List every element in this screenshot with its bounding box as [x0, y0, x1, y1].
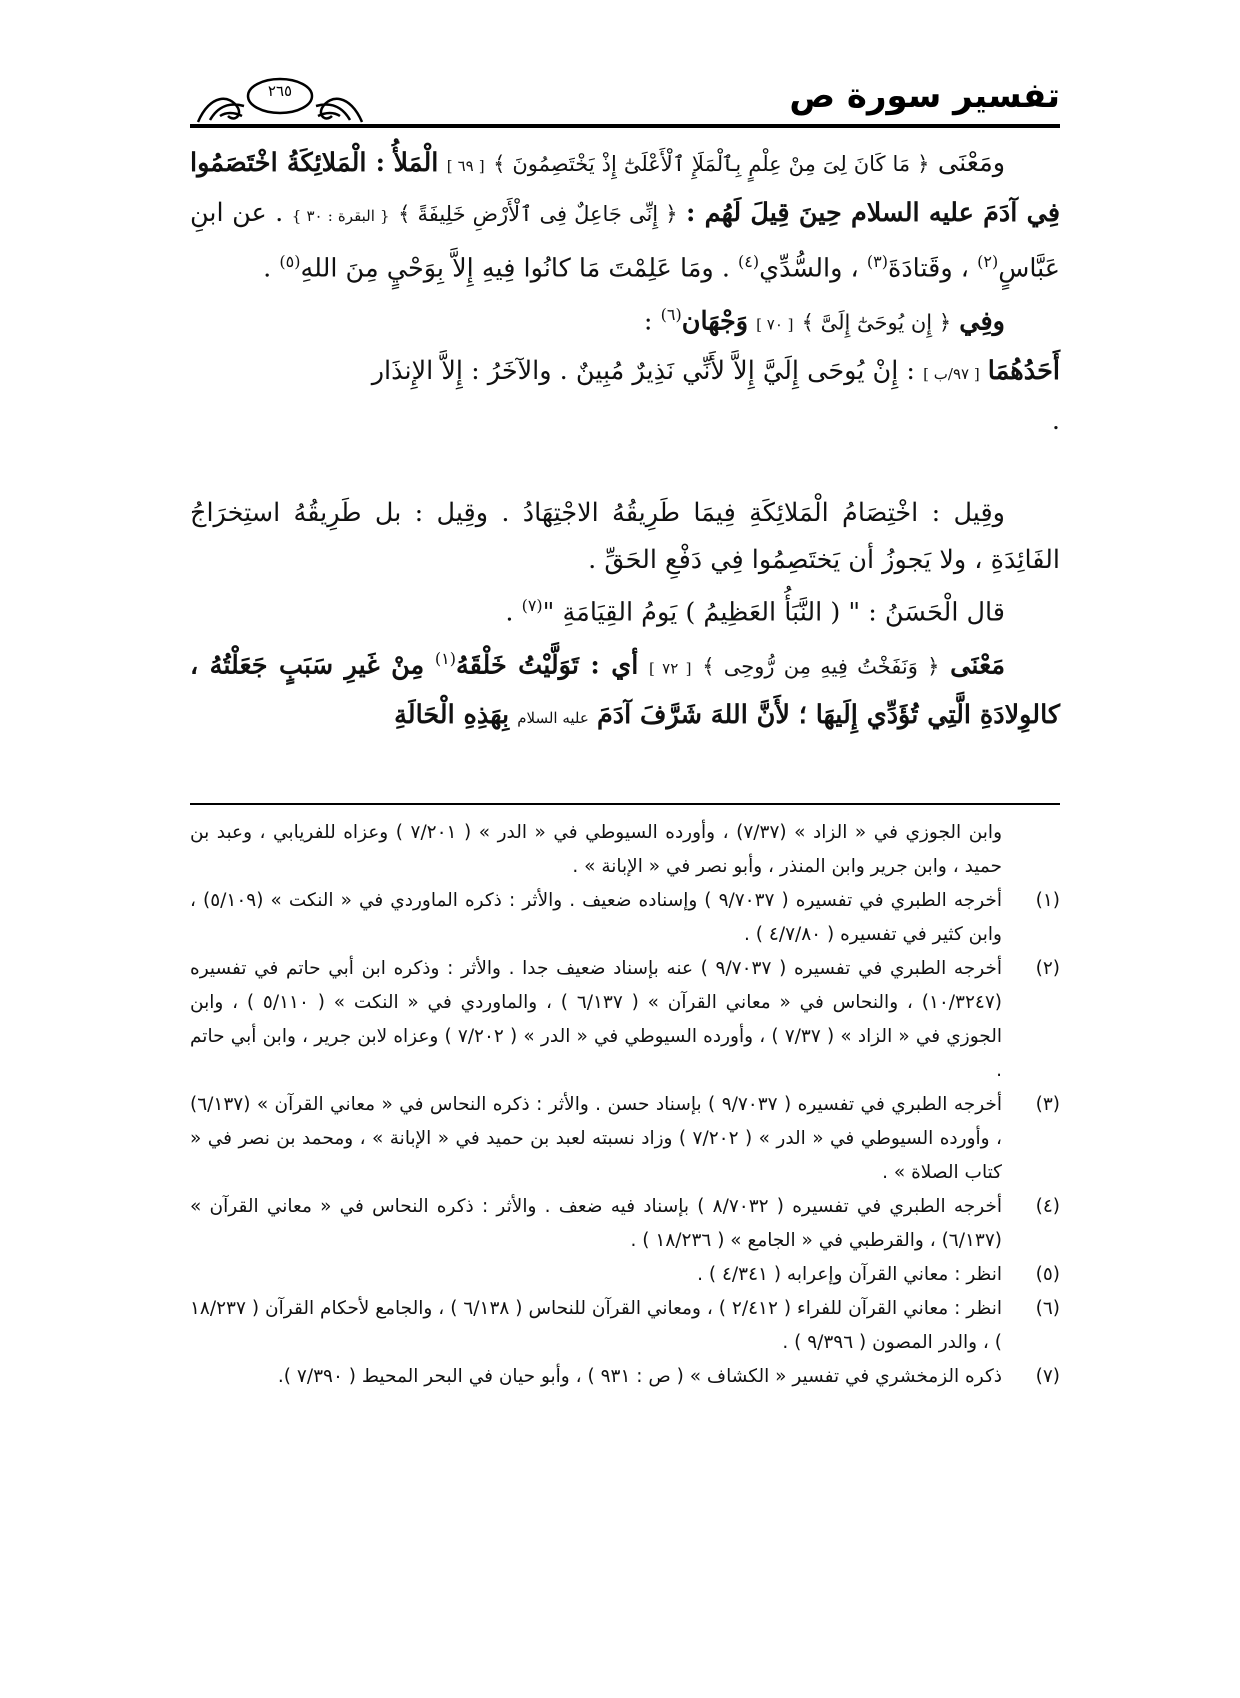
footnote-separator [190, 803, 1060, 805]
quran-verse: ﴿ إِن يُوحَىٰٓ إِلَىَّ ﴾ [801, 310, 952, 335]
verse-ref: { البقرة : ٣٠ } [291, 206, 390, 225]
paragraph-2: وفِي ﴿ إِن يُوحَىٰٓ إِلَىَّ ﴾ [ ٧٠ ] وَجْهَان$^{(٦)}$ : [643, 305, 1005, 337]
footnote-continuation: وابن الجوزي في « الزاد » (٧/٣٧) ، وأورده السيوطي في « الدر » ( ٧/٢٠١ ) وعزاه للفريابي ، وعبد بن حميد ، وابن جرير وابن المنذر ، وأبو نصر في « الإبانة » . [190, 822, 1003, 877]
footnote-number: (٧) [1035, 1366, 1060, 1387]
paragraph-3-end: . [1051, 405, 1060, 436]
page-number: ٢٦٥ [267, 82, 293, 100]
footnote-text: أخرجه الطبري في تفسيره ( ٩/٧٠٣٧ ) بإسناد حسن . والأثر : ذكره النحاس في « معاني القرآن » (٦/١٣٧) ، وأورده السيوطي في « الدر » ( ٧/٢٠٢ ) وزاد نسبته لعبد بن حميد في « الإبانة » ، ومحمد بن نصر في « كتاب الصلاة » . [190, 1094, 1002, 1183]
quran-verse: ﴿ وَنَفَخْتُ فِيهِ مِن رُّوحِى ﴾ [702, 654, 940, 679]
paragraph-1: ومَعْنَى ﴿ مَا كَانَ لِىَ مِنْ عِلْمٍ بِٱلْمَلَإِ ٱلْأَعْلَىٰٓ إِذْ يَخْتَصِمُونَ ﴾ [ ٦٩ ] الْمَلأُ : الْمَلائِكَةُ اخْتَصَمُوا فِي آدَمَ عليه السلام حِينَ قِيلَ لَهُم : ﴿ إِنِّى جَاعِلٌ فِى ٱلْأَرْضِ خَلِيفَةً ﴾ { البقرة : ٣٠ } . عن ابنِ عَبَّاسٍ$^{(٢)}$ ، وقَتادَةَ$^{(٣)}$ ، والسُّدِّي$^{(٤)}$ . ومَا عَلِمْتَ مَا كانُوا فِيهِ إِلاَّ بِوَحْيٍ مِنَ اللهِ$^{(٥)}$ . [190, 148, 1061, 284]
honorific-glyph: عليه السلام [517, 709, 589, 727]
verse-ref: [ ٦٩ ] [446, 157, 485, 175]
footnote-item [190, 884, 1060, 952]
footnote-ref: (٢) [977, 252, 999, 271]
verse-ref: [ ٧٠ ] [756, 315, 794, 334]
footnote-number: (١) [1035, 890, 1060, 911]
footnote-ref: (٤) [738, 252, 760, 271]
footnote-item [190, 1292, 1060, 1360]
footnote-ref: (٥) [279, 252, 301, 271]
footnote-item [190, 1190, 1060, 1258]
footnote-item [190, 952, 1060, 1088]
footnote-text: انظر : معاني القرآن للفراء ( ٢/٤١٢ ) ، ومعاني القرآن للنحاس ( ٦/١٣٨ ) ، والجامع لأحكام القرآن ( ١٨/٢٣٧ ) ، والدر المصون ( ٩/٣٩٦ ) . [190, 1298, 1002, 1353]
footnote-number: (٦) [1035, 1298, 1060, 1319]
manuscript-marker: [ ٩٧/ب ] [923, 365, 980, 383]
body-text [190, 140, 1060, 742]
footnote-text: انظر : معاني القرآن وإعرابه ( ٤/٣٤١ ) . [697, 1264, 1002, 1285]
footnote-ref: (٣) [866, 252, 888, 271]
footnote-item [190, 1088, 1060, 1190]
footnote-number: (٤) [1035, 1196, 1060, 1217]
page-number-ornament [190, 72, 370, 130]
footnote-text: أخرجه الطبري في تفسيره ( ٩/٧٠٣٧ ) عنه بإسناد ضعيف جدا . والأثر : وذكره ابن أبي حاتم في تفسيره (١٠/٣٢٤٧) ، والنحاس في « معاني القرآن » ( ٦/١٣٧ ) ، والماوردي في « النكت » ( ٥/١١٠ ) ، وابن الجوزي في « الزاد » ( ٧/٣٧ ) ، وأورده السيوطي في « الدر » ( ٧/٢٠٢ ) وعزاه لابن جرير ، وابن أبي حاتم . [190, 958, 1003, 1081]
paragraph-5: قال الْحَسَنُ : " ( النَّبَأُ العَظِيمُ ) يَومُ القِيَامَةِ "$^{(٧)}$ . [505, 596, 1005, 628]
footnote-number: (٢) [1035, 958, 1060, 979]
footnote-text: أخرجه الطبري في تفسيره ( ٩/٧٠٣٧ ) وإسناده ضعيف . والأثر : ذكره الماوردي في « النكت » (٥/١٠٩) ، وابن كثير في تفسيره ( ٤/٧/٨٠ ) . [190, 890, 1002, 945]
footnote-text: أخرجه الطبري في تفسيره ( ٨/٧٠٣٢ ) بإسناد فيه ضعف . والأثر : ذكره النحاس في « معاني القرآن » (٦/١٣٧) ، والقرطبي في « الجامع » ( ١٨/٢٣٦ ) . [190, 1196, 1002, 1251]
chapter-title: تفسير سورة ص [789, 76, 1060, 116]
footnote-number: (٥) [1035, 1264, 1060, 1285]
paragraph-6: مَعْنَى ﴿ وَنَفَخْتُ فِيهِ مِن رُّوحِى ﴾ [ ٧٢ ] أي : تَوَلَّيْتُ خَلْقَهُ$^{(١)}$ مِنْ غَيرِ سَبَبٍ جَعَلْتُهُ ، كالوِلادَةِ الَّتِي تُؤَدِّي إِلَيهَا ؛ لأَنَّ اللهَ شَرَّفَ آدَمَ عليه السلام بِهَذِهِ الْحَالَةِ [190, 649, 1060, 730]
footnotes [190, 816, 1060, 1394]
verse-ref: [ ٧٢ ] [648, 659, 692, 678]
footnote-ref: (١) [434, 649, 456, 668]
footnote-number: (٣) [1035, 1094, 1060, 1115]
header-rule [190, 124, 1060, 128]
paragraph-4: وقِيل : اخْتِصَامُ الْمَلائِكَةِ فِيمَا طَرِيقُهُ الاجْتِهَادُ . وقِيل : بل طَرِيقُهُ استِخرَاجُ الفَائِدَةِ ، ولا يَجوزُ أن يَختَصِمُوا فِي دَفْعِ الحَقِّ . [190, 498, 1060, 575]
footnote-item [190, 1258, 1060, 1292]
footnote-item [190, 1360, 1060, 1394]
quran-verse: ﴿ مَا كَانَ لِىَ مِنْ عِلْمٍ بِٱلْمَلَإِ ٱلْأَعْلَىٰٓ إِذْ يَخْتَصِمُونَ ﴾ [493, 152, 930, 176]
footnote-text: ذكره الزمخشري في تفسير « الكشاف » ( ص : ٩٣١ ) ، وأبو حيان في البحر المحيط ( ٧/٣٩٠ ). [277, 1366, 1002, 1387]
footnote-ref: (٧) [521, 596, 543, 615]
key-term: الْمَلأُ [393, 148, 439, 178]
paragraph-3: أَحَدُهُمَا [ ٩٧/ب ] : إِنْ يُوحَى إِلَيَّ إِلاَّ لأَنِّي نَذِيرٌ مُبِينٌ . والآخَرُ : إِلاَّ الإِنذَار [371, 356, 1060, 386]
quran-verse: ﴿ إِنِّى جَاعِلٌ فِى ٱلْأَرْضِ خَلِيفَةً ﴾ [398, 201, 678, 226]
page-header [190, 72, 1060, 132]
footnote-ref: (٦) [660, 305, 682, 324]
